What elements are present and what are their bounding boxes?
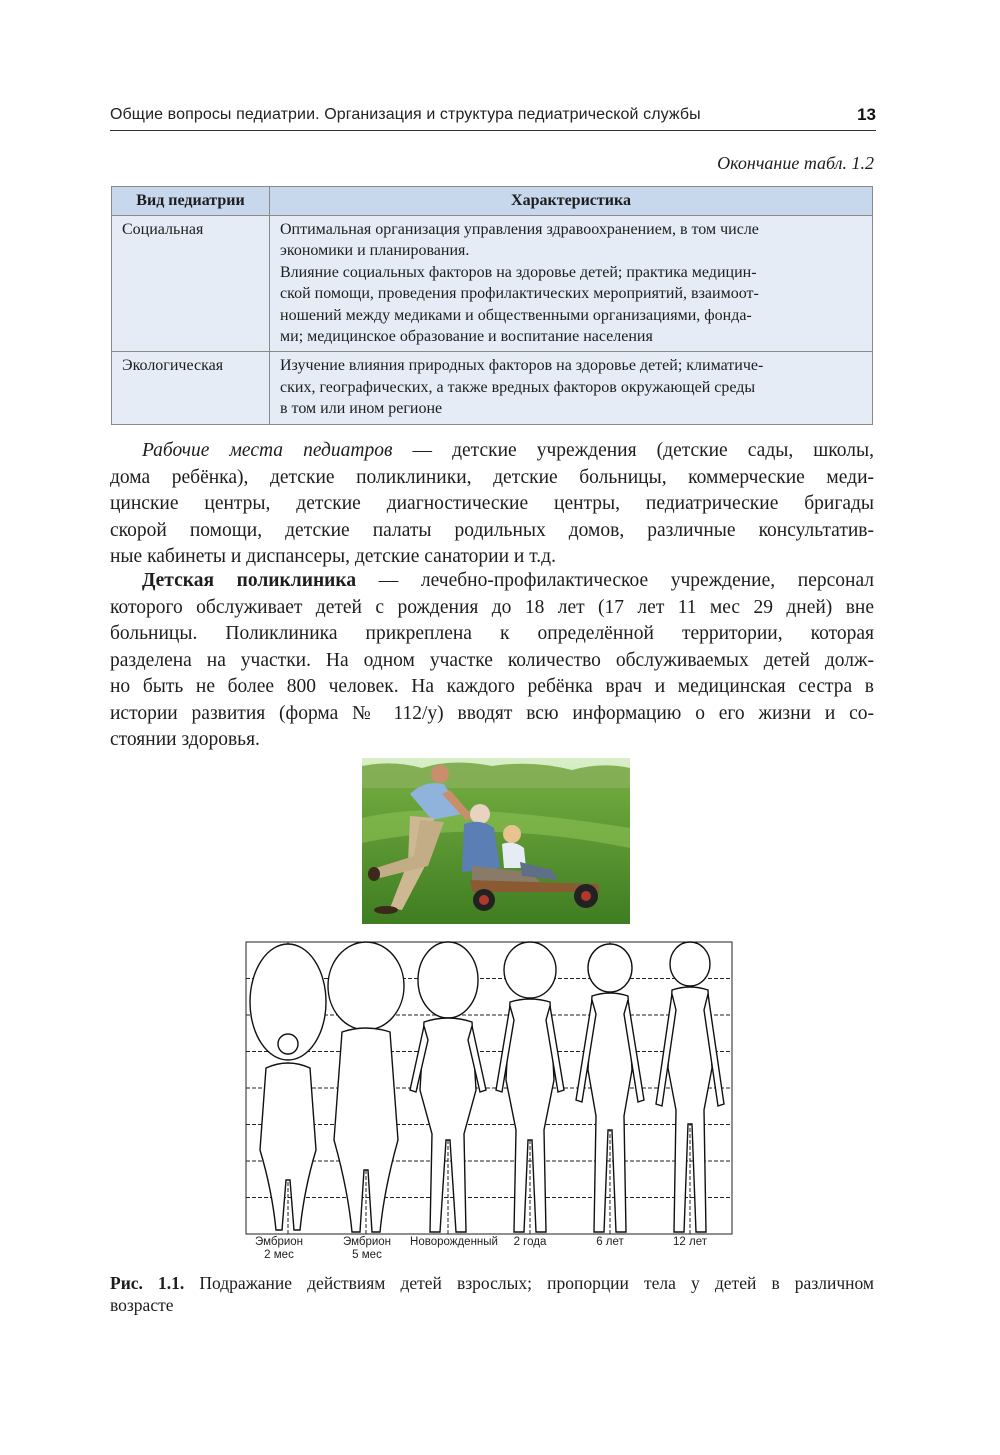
running-header bbox=[110, 100, 876, 131]
paragraph-line: дома ребёнка), детские поликлиники, детские больницы, коммерческие меди- bbox=[110, 466, 874, 488]
paragraph-line: цинские центры, детские диагностические центры, педиатрические бригады bbox=[110, 493, 874, 514]
figure-embryo-2m bbox=[250, 944, 326, 1230]
paragraph-line: больницы. Поликлиника прикреплена к определённой территории, которая bbox=[110, 623, 874, 644]
row-characteristic-social bbox=[270, 216, 873, 352]
label-embryo-5m: Эмбрион 5 мес bbox=[342, 1236, 392, 1261]
label-embryo-2m: Эмбрион 2 мес bbox=[254, 1236, 304, 1261]
cell-line: ской помощи, проведения профилактических мероприятий, взаимоот- bbox=[280, 285, 759, 303]
paragraph-workplaces bbox=[110, 438, 874, 571]
paragraph-line: истории развития (форма № 112/у) вводят всю информацию о его жизни и со- bbox=[110, 702, 874, 724]
paragraph-line: ные кабинеты и диспансеры, детские санатории и т.д. bbox=[110, 546, 556, 567]
cell-line: ношений между медиками и общественными организациями, фонда- bbox=[280, 306, 752, 324]
paragraph-line: скорой помощи, детские палаты родильных домов, различные консультатив- bbox=[110, 519, 874, 541]
term-polyclinic: Детская поликлиника bbox=[142, 570, 357, 591]
cell-line: ских, географических, а также вредных факторов окружающей среды bbox=[280, 378, 756, 396]
cell-line: экономики и планирования. bbox=[280, 242, 470, 260]
table-row bbox=[112, 352, 873, 424]
table-row bbox=[112, 216, 873, 352]
pediatrics-types-table bbox=[111, 186, 873, 425]
paragraph-line: Детская поликлиника — лечебно-профилактическое учреждение, персонал bbox=[142, 570, 874, 591]
paragraph-line: Рабочие места педиатров — детские учреждения (детские сады, школы, bbox=[142, 440, 874, 461]
cell-line: Оптимальная организация управления здравоохранением, в том числе bbox=[280, 221, 759, 238]
row-characteristic-ecological bbox=[270, 352, 873, 424]
running-title: Общие вопросы педиатрии. Организация и структура педиатрической службы bbox=[110, 106, 701, 123]
row-type-social: Социальная bbox=[112, 216, 270, 352]
column-header-type: Вид педиатрии bbox=[112, 187, 270, 216]
cell-line: ми; медицинское образование и воспитание населения bbox=[280, 328, 653, 346]
table-header-row bbox=[112, 187, 873, 216]
photo-family-gokart bbox=[362, 758, 630, 924]
label-newborn: Новорожденный bbox=[410, 1236, 498, 1248]
paragraph-polyclinic bbox=[110, 568, 874, 754]
human-figures bbox=[250, 942, 724, 1232]
term-workplaces: Рабочие места педиатров bbox=[142, 440, 393, 461]
label-2-years: 2 года bbox=[513, 1236, 547, 1248]
row-type-ecological: Экологическая bbox=[112, 352, 270, 424]
cell-line: в том или ином регионе bbox=[280, 400, 443, 418]
table-caption: Окончание табл. 1.2 bbox=[717, 153, 874, 173]
cell-line: Влияние социальных факторов на здоровье детей; практика медицин- bbox=[280, 263, 757, 281]
page-number: 13 bbox=[857, 105, 876, 124]
paragraph-line: стоянии здоровья. bbox=[110, 729, 260, 750]
label-6-years: 6 лет bbox=[596, 1236, 624, 1248]
label-12-years: 12 лет bbox=[673, 1236, 707, 1248]
paragraph-line: но быть не более 800 человек. На каждого ребёнка врач и медицинская сестра в bbox=[110, 676, 874, 697]
cell-line: Изучение влияния природных факторов на здоровье детей; климатиче- bbox=[280, 357, 764, 375]
figure-caption: Рис. 1.1. Подражание действиям детей взрослых; пропорции тела у детей в различном возрасте bbox=[110, 1273, 874, 1315]
body-proportions-figure bbox=[244, 940, 734, 1240]
column-header-characteristic: Характеристика bbox=[270, 187, 873, 216]
figure-label: Рис. 1.1. bbox=[110, 1273, 185, 1293]
paragraph-line: разделена на участки. На одном участке количество обслуживаемых детей долж- bbox=[110, 649, 874, 671]
paragraph-line: которого обслуживает детей с рождения до 18 лет (17 лет 11 мес 29 дней) вне bbox=[110, 596, 874, 618]
